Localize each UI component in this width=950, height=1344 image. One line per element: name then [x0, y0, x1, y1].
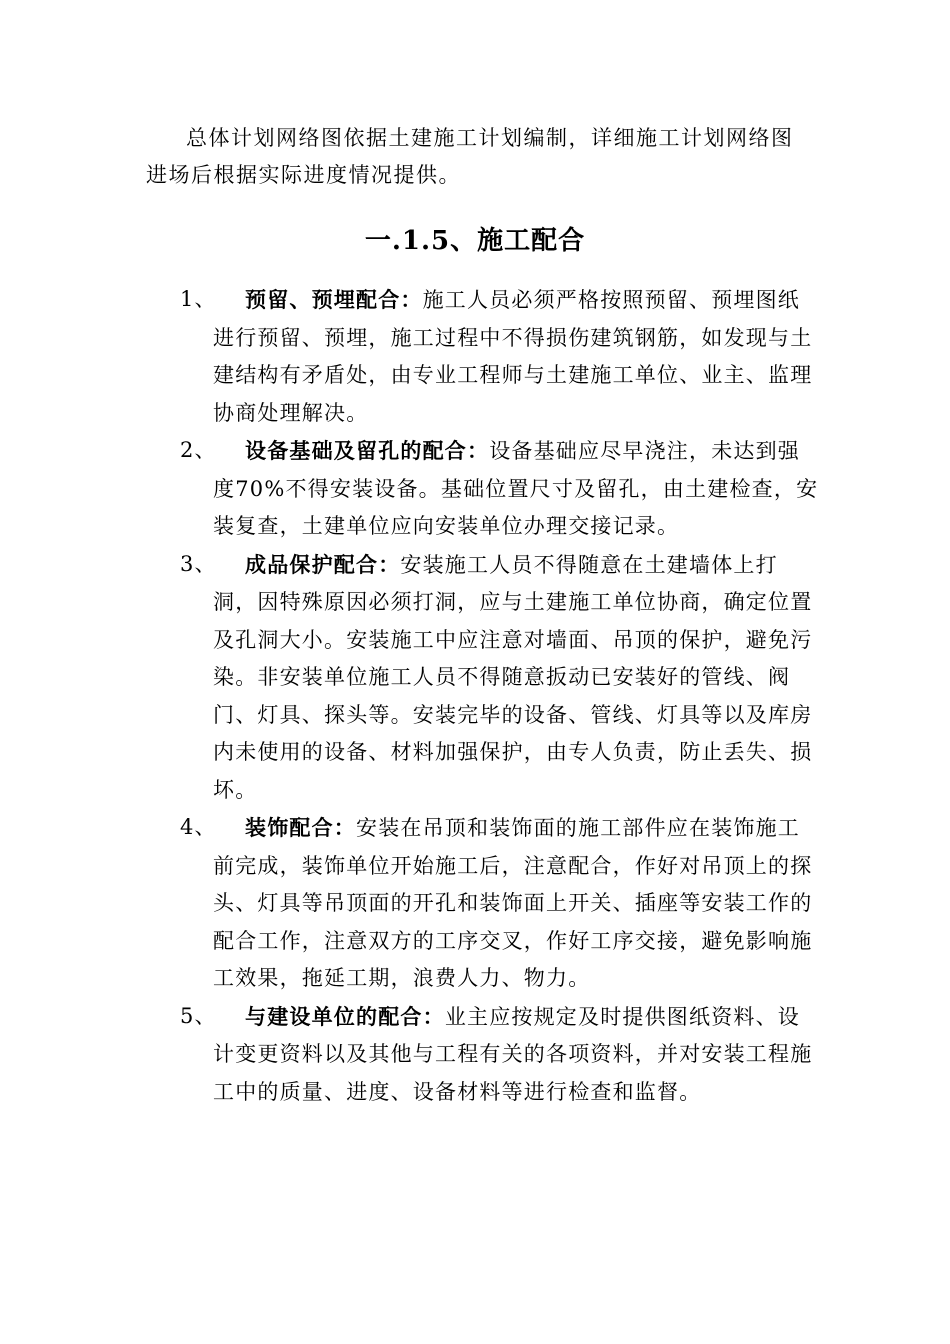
- item-body: 业主应按规定及时提供图纸资料、设计变更资料以及其他与工程有关的各项资料，并对安装工程施工中的质量、进度、设备材料等进行检查和监督。: [213, 1004, 813, 1104]
- item-number: 5、: [180, 1003, 217, 1028]
- item-title: 设备基础及留孔的配合：: [245, 438, 490, 463]
- item-body: 安装施工人员不得随意在土建墙体上打洞，因特殊原因必须打洞，应与土建施工单位协商，确定位置及孔洞大小。安装施工中应注意对墙面、吊顶的保护，避免污染。非安装单位施工人员不得随意扳动已安装好的管线、阀门、灯具、探头等。安装完毕的设备、管线、灯具等以及库房内未使用的设备、材料加强保护，由专人负责，防止丢失、损坏。: [213, 552, 813, 802]
- item-number: 1、: [180, 287, 217, 311]
- list-item: [180, 432, 820, 546]
- item-number: 3、: [180, 551, 217, 576]
- intro-paragraph: 总体计划网络图依据土建施工计划编制，详细施工计划网络图进场后根据实际进度情况提供。: [146, 126, 794, 187]
- item-number: 2、: [180, 438, 217, 462]
- item-body: 设备基础应尽早浇注，未达到强度70%不得安装设备。基础位置尺寸及留孔，由土建检查，安装复查，土建单位应向安装单位办理交接记录。: [213, 439, 819, 538]
- item-title: 成品保护配合：: [245, 551, 401, 577]
- item-title: 与建设单位的配合：: [245, 1003, 445, 1029]
- cooperation-list: [180, 281, 820, 1111]
- item-title: 装饰配合：: [245, 815, 356, 840]
- item-body: 安装在吊顶和装饰面的施工部件应在装饰施工前完成，装饰单位开始施工后，注意配合，作好对吊顶上的探头、灯具等吊顶面的开孔和装饰面上开关、插座等安装工作的配合工作，注意双方的工序交叉，作好工序交接，避免影响施工效果，拖延工期，浪费人力、物力。: [213, 816, 813, 990]
- list-item: [180, 998, 820, 1112]
- list-item: [180, 809, 820, 998]
- item-number: 4、: [180, 815, 217, 839]
- item-body: 施工人员必须严格按照预留、预埋图纸进行预留、预埋，施工过程中不得损伤建筑钢筋，如发现与土建结构有矛盾处，由专业工程师与土建施工单位、业主、监理协商处理解决。: [213, 288, 813, 425]
- list-item: [180, 546, 820, 810]
- section-heading: 一.1.5、施工配合: [364, 226, 586, 256]
- item-title: 预留、预埋配合：: [245, 287, 423, 312]
- list-item: [180, 281, 820, 432]
